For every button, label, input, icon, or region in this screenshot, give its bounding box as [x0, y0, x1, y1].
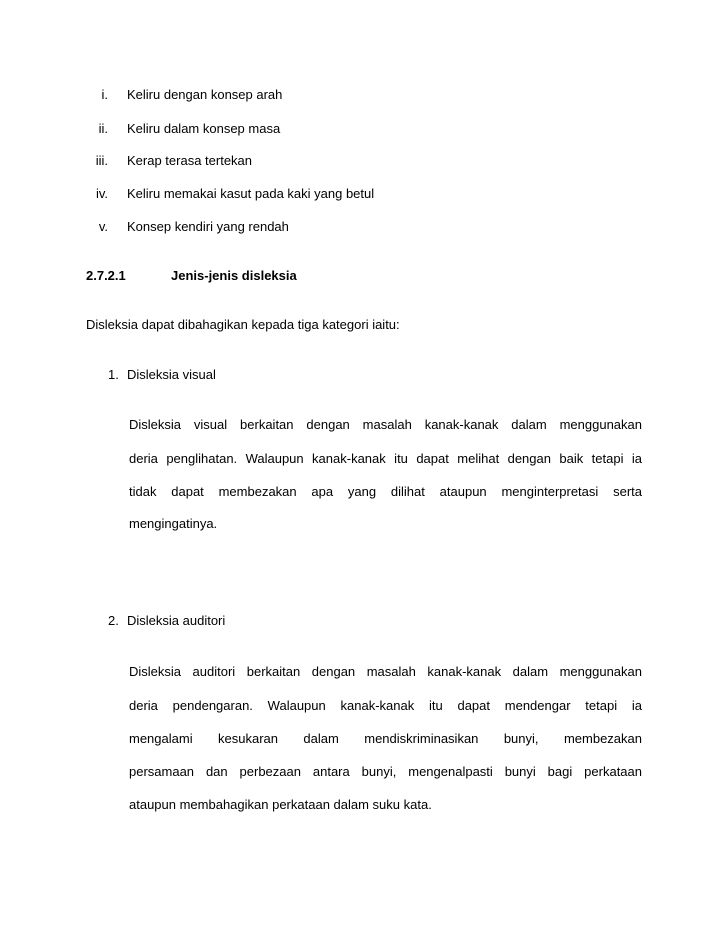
type-number: 2.	[108, 613, 119, 628]
list-item-text: Keliru dalam konsep masa	[127, 121, 281, 136]
list-item-text: Keliru memakai kasut pada kaki yang betul	[127, 186, 375, 201]
list-marker: i.	[101, 87, 108, 102]
type-title: Disleksia auditori	[127, 613, 226, 628]
list-item-text: Konsep kendiri yang rendah	[127, 219, 289, 234]
paragraph-line: mengalami kesukaran dalam mendiskriminasikan bunyi, membezakan	[129, 731, 642, 746]
paragraph-line: deria pendengaran. Walaupun kanak-kanak itu dapat mendengar tetapi ia	[129, 698, 642, 713]
list-marker: v.	[98, 219, 108, 234]
type-title: Disleksia visual	[127, 367, 216, 382]
paragraph-line: persamaan dan perbezaan antara bunyi, mengenalpasti bunyi bagi perkataan	[129, 764, 642, 779]
list-marker: iii.	[95, 153, 108, 168]
list-item-text: Keliru dengan konsep arah	[127, 87, 283, 102]
paragraph-line: mengingatinya.	[129, 516, 218, 531]
paragraph-line: Disleksia auditori berkaitan dengan masalah kanak-kanak dalam menggunakan	[129, 664, 642, 679]
paragraph-line: tidak dapat membezakan apa yang dilihat ataupun menginterpretasi serta	[129, 484, 642, 499]
list-marker: iv.	[95, 186, 108, 201]
paragraph-line: Disleksia visual berkaitan dengan masalah kanak-kanak dalam menggunakan	[129, 417, 642, 432]
paragraph-line: deria penglihatan. Walaupun kanak-kanak itu dapat melihat dengan baik tetapi ia	[129, 451, 642, 466]
paragraph-line: ataupun membahagikan perkataan dalam suku kata.	[129, 797, 432, 812]
list-marker: ii.	[98, 121, 108, 136]
type-number: 1.	[108, 367, 119, 382]
list-item-text: Kerap terasa tertekan	[127, 153, 253, 168]
section-title: Jenis-jenis disleksia	[171, 268, 297, 283]
intro-text: Disleksia dapat dibahagikan kepada tiga kategori iaitu:	[86, 317, 400, 332]
section-number: 2.7.2.1	[86, 268, 126, 283]
